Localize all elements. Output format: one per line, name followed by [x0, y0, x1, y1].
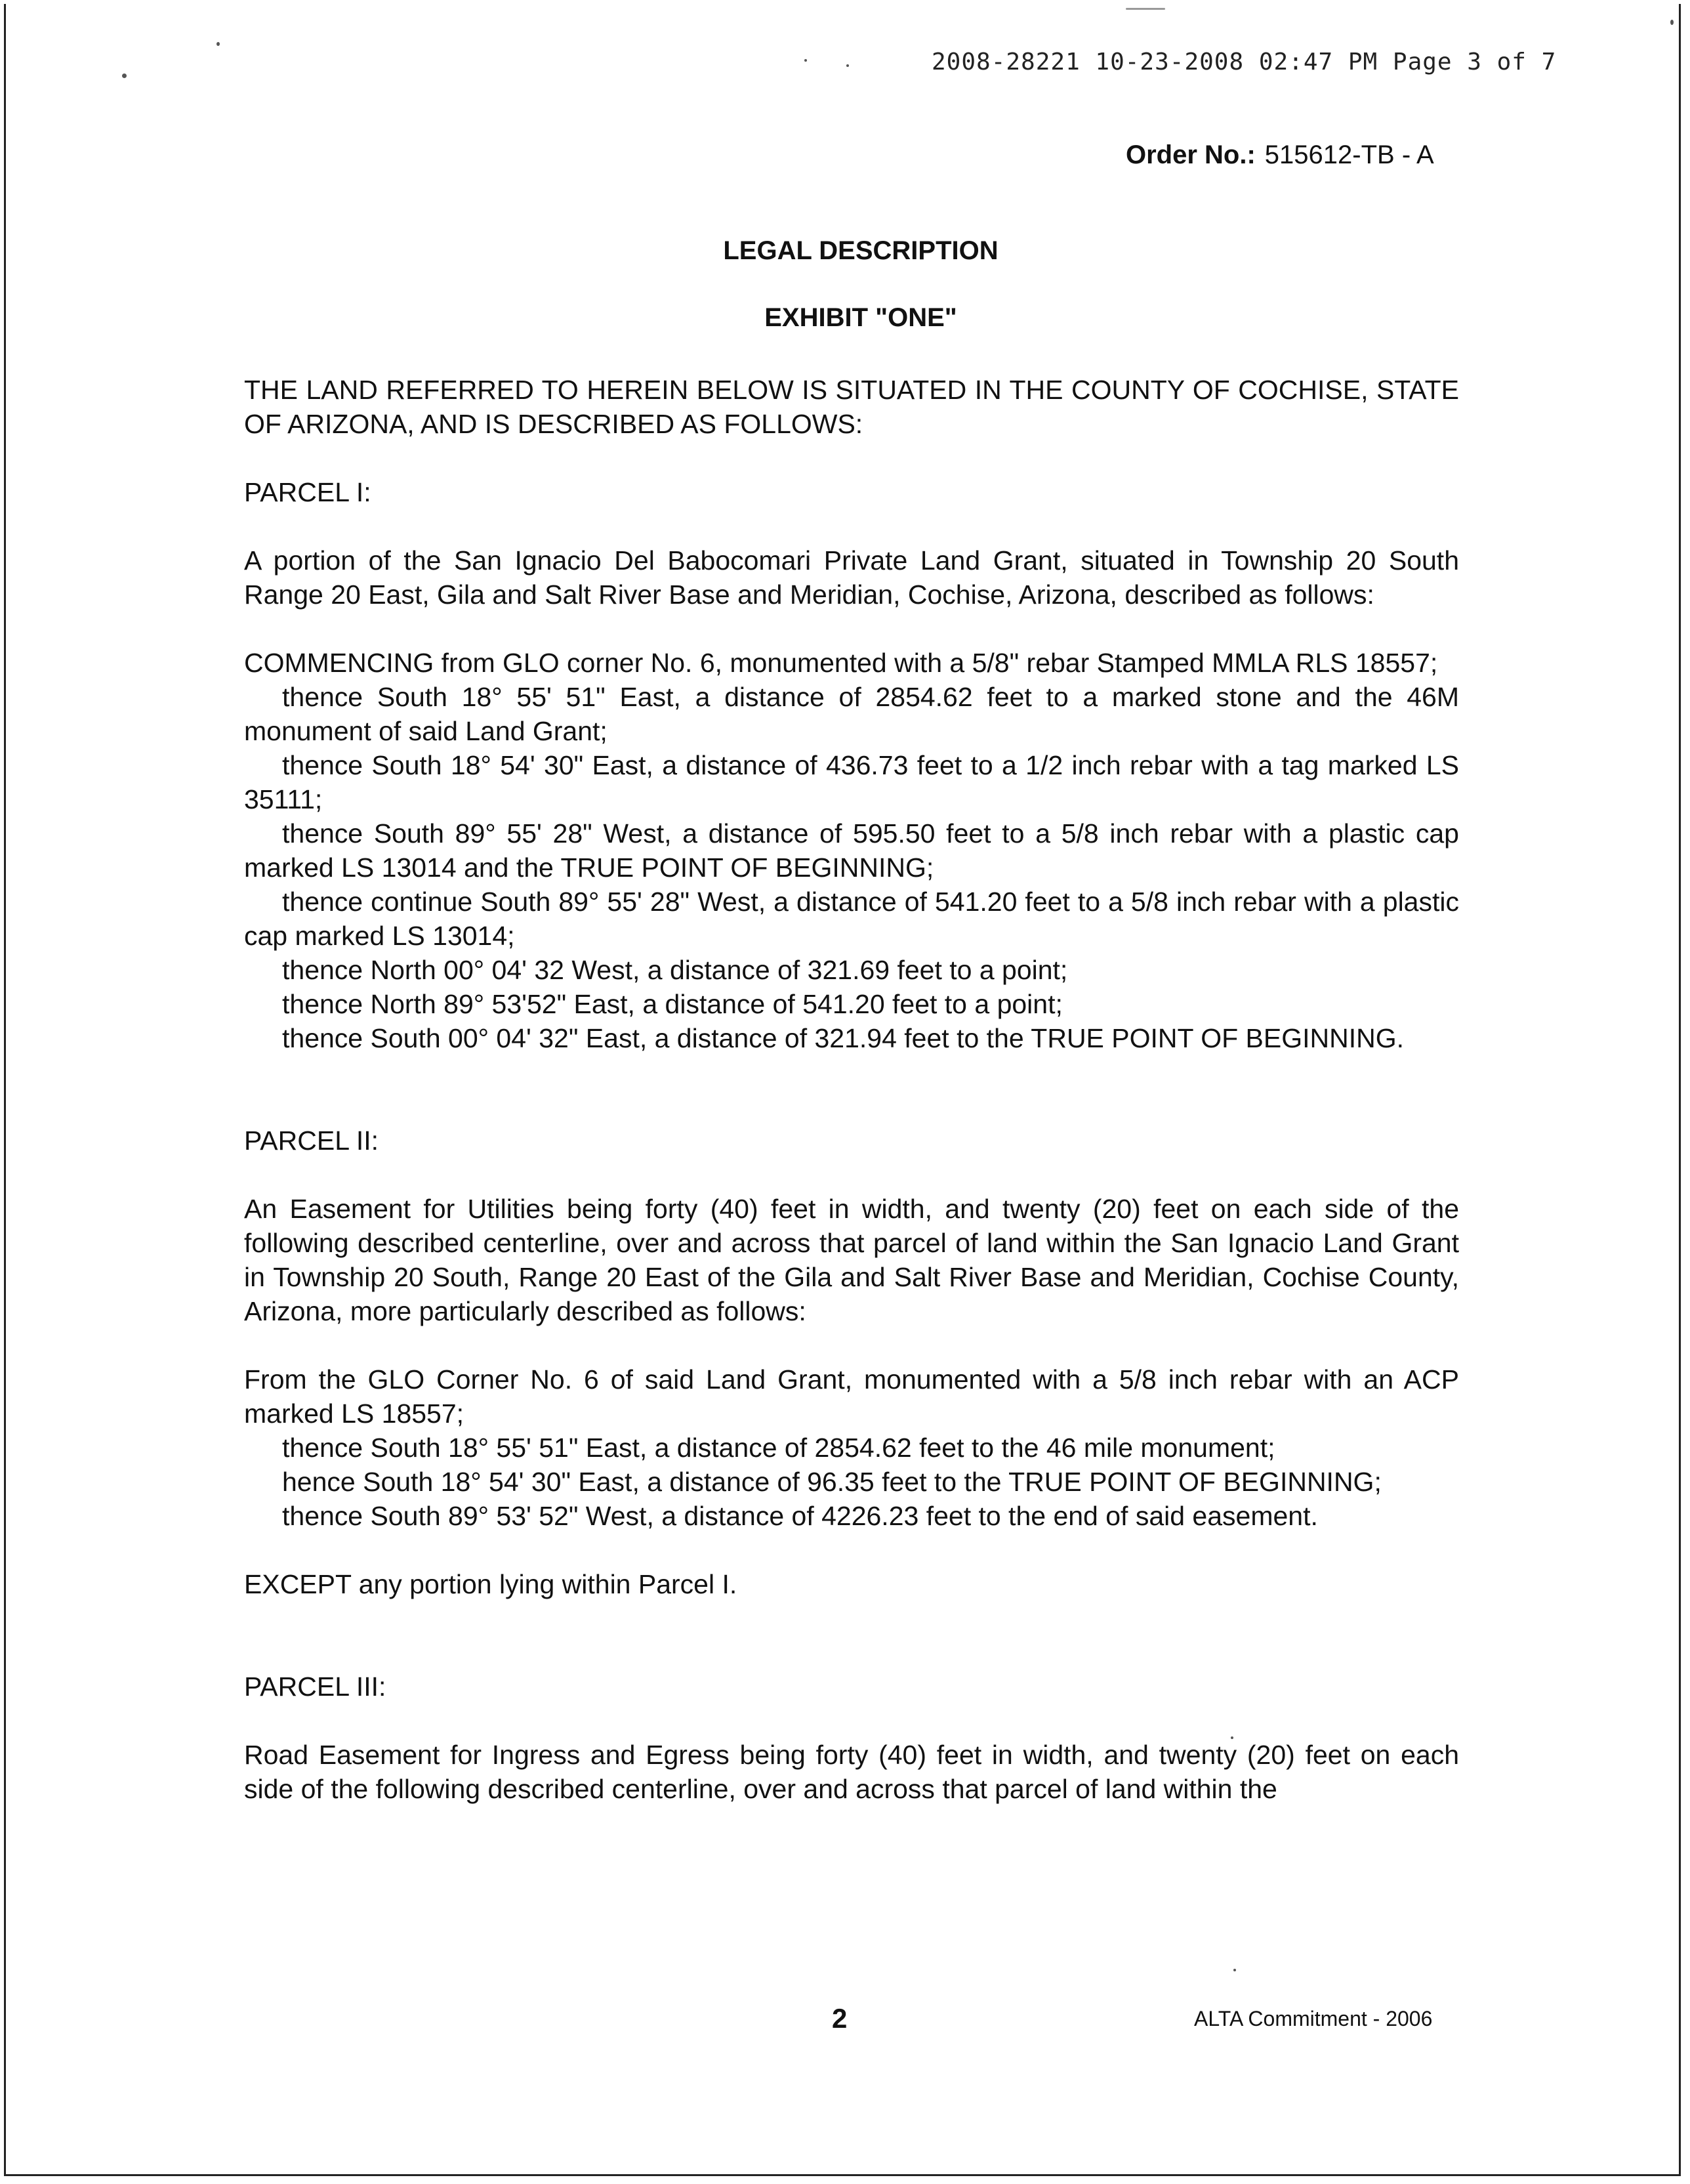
parcel-2-from: From the GLO Corner No. 6 of said Land Grant, monumented with a 5/8 inch rebar with an ACP marked LS 18557; [244, 1364, 1459, 1429]
page-number: 2 [832, 2003, 848, 2034]
parcel-1-call: thence South 18° 55' 51" East, a distance of 2854.62 feet to a marked stone and the 46M monument of said Land Grant; [244, 682, 1459, 746]
scan-speck [804, 59, 807, 62]
scan-speck [122, 74, 127, 78]
scan-speck [1126, 8, 1165, 10]
scan-speck [216, 42, 220, 46]
order-number-value: 515612-TB - A [1264, 140, 1434, 169]
parcel-2-heading: PARCEL II: [244, 1125, 379, 1156]
parcel-1-call: thence North 00° 04' 32 West, a distance of 321.69 feet to a point; [282, 955, 1068, 985]
parcel-1-call: thence continue South 89° 55' 28" West, a distance of 541.20 feet to a 5/8 inch rebar with a plastic cap marked LS 13014; [244, 887, 1459, 951]
parcel-2-except: EXCEPT any portion lying within Parcel I. [244, 1569, 737, 1599]
document-title: LEGAL DESCRIPTION [723, 236, 999, 265]
recording-stamp: 2008-28221 10-23-2008 02:47 PM Page 3 of 7 [932, 49, 1557, 75]
scan-speck [1670, 20, 1674, 25]
scan-speck [846, 64, 849, 67]
parcel-2-description: An Easement for Utilities being forty (40) feet in width, and twenty (20) feet on each side of the following described centerline, over and across that parcel of land within the San Ignacio Land Grant in Township 20 South, Range 20 East of the Gila and Salt River Base and Meridian, Cochise County, Arizona, more particularly described as follows: [244, 1194, 1459, 1326]
form-name: ALTA Commitment - 2006 [1194, 2007, 1433, 2030]
parcel-2-call: hence South 18° 54' 30" East, a distance of 96.35 feet to the TRUE POINT OF BEGINNING; [282, 1467, 1382, 1497]
order-number-label: Order No.: [1126, 140, 1256, 169]
parcel-1-call: thence South 00° 04' 32" East, a distance of 321.94 feet to the TRUE POINT OF BEGINNING. [282, 1023, 1405, 1053]
intro-paragraph: THE LAND REFERRED TO HEREIN BELOW IS SITUATED IN THE COUNTY OF COCHISE, STATE OF ARIZONA, AND IS DESCRIBED AS FOLLOWS: [244, 375, 1459, 439]
parcel-1-call: thence South 89° 55' 28" West, a distance of 595.50 feet to a 5/8 inch rebar with a plastic cap marked LS 13014 and the TRUE POINT OF BEGINNING; [244, 818, 1459, 883]
scan-speck [1233, 1969, 1236, 1971]
parcel-1-commencing: COMMENCING from GLO corner No. 6, monumented with a 5/8" rebar Stamped MMLA RLS 18557; [244, 648, 1438, 678]
parcel-3-description: Road Easement for Ingress and Egress being forty (40) feet in width, and twenty (20) feet on each side of the following described centerline, over and across that parcel of land within the [244, 1740, 1459, 1804]
parcel-1-call: thence South 18° 54' 30" East, a distance of 436.73 feet to a 1/2 inch rebar with a tag marked LS 35111; [244, 750, 1459, 814]
parcel-1-heading: PARCEL I: [244, 477, 371, 507]
parcel-1-description: A portion of the San Ignacio Del Babocomari Private Land Grant, situated in Township 20 South Range 20 East, Gila and Salt River Base and Meridian, Cochise, Arizona, described as follows: [244, 545, 1459, 610]
exhibit-title: EXHIBIT "ONE" [764, 303, 957, 332]
parcel-3-heading: PARCEL III: [244, 1671, 386, 1702]
order-number [1126, 140, 1434, 170]
legal-description-body [244, 373, 1459, 1806]
parcel-2-call: thence South 18° 55' 51" East, a distance of 2854.62 feet to the 46 mile monument; [282, 1433, 1275, 1463]
parcel-2-call: thence South 89° 53' 52" West, a distance of 4226.23 feet to the end of said easement. [282, 1501, 1318, 1531]
parcel-1-call: thence North 89° 53'52" East, a distance of 541.20 feet to a point; [282, 989, 1063, 1019]
